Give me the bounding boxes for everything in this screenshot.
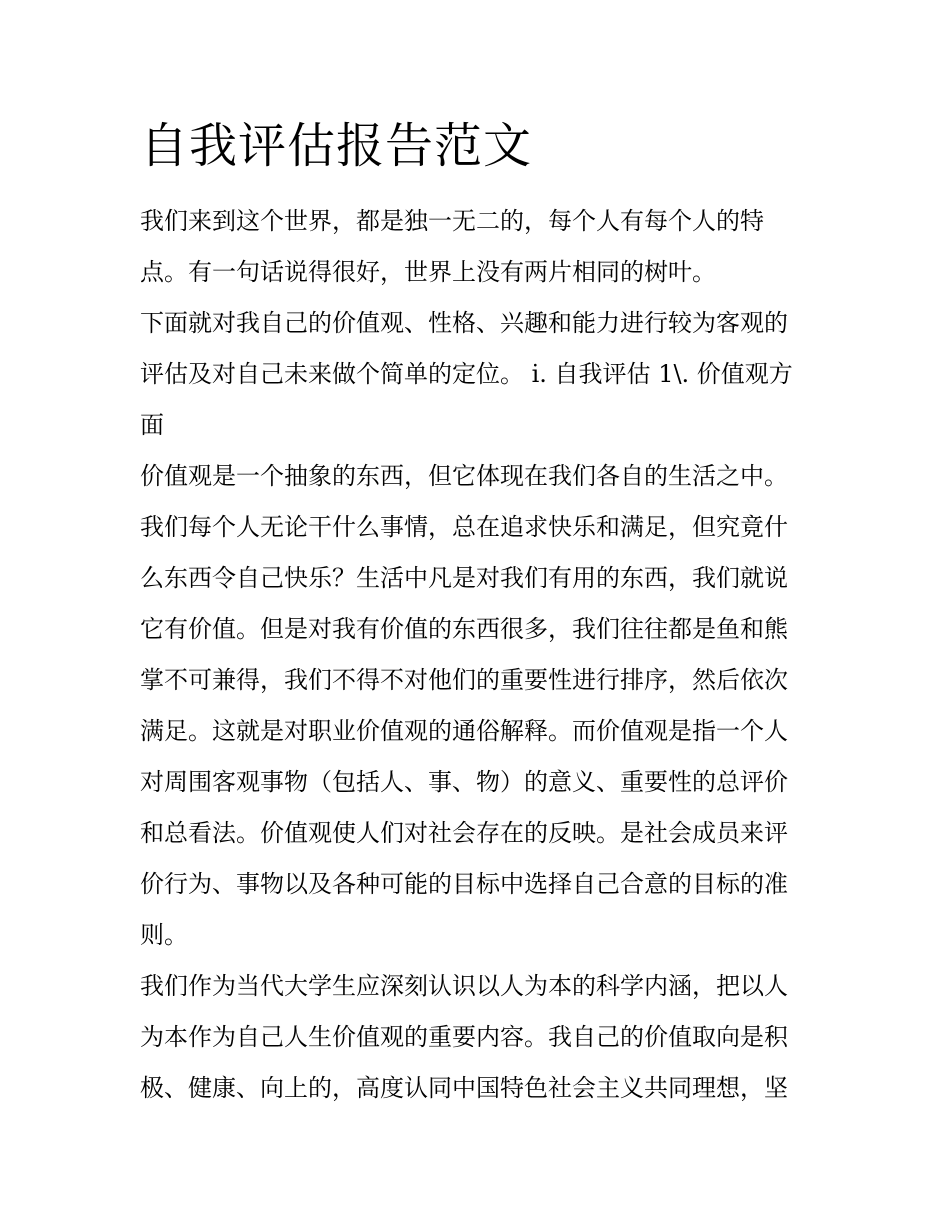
document-body <box>140 110 820 1114</box>
text-line: 评估及对自己未来做个简单的定位。 i. 自我评估 1\. 价值观方 <box>140 360 793 388</box>
text-line: 我们每个人无论干什么事情，总在追求快乐和满足，但究竟什 <box>140 513 788 541</box>
paragraph-intro <box>140 196 820 298</box>
text-line: 面 <box>140 411 164 439</box>
text-line: 价行为、事物以及各种可能的目标中选择自己合意的目标的准 <box>140 870 788 898</box>
text-line: 么东西令自己快乐？生活中凡是对我们有用的东西，我们就说 <box>140 564 788 592</box>
paragraph-values <box>140 451 820 961</box>
paragraph-overview <box>140 298 820 451</box>
text-line: 对周围客观事物（包括人、事、物）的意义、重要性的总评价 <box>140 768 788 796</box>
text-line: 为本作为自己人生价值观的重要内容。我自己的价值取向是积 <box>140 1023 788 1051</box>
text-line: 掌不可兼得，我们不得不对他们的重要性进行排序，然后依次 <box>140 666 788 694</box>
text-line: 我们来到这个世界，都是独一无二的，每个人有每个人的特 <box>140 207 764 235</box>
text-line: 点。有一句话说得很好，世界上没有两片相同的树叶。 <box>140 258 716 286</box>
text-line: 和总看法。价值观使人们对社会存在的反映。是社会成员来评 <box>140 819 788 847</box>
document-title: 自我评估报告范文 <box>140 118 533 174</box>
text-line: 则。 <box>140 921 188 949</box>
paragraph-student-values <box>140 961 820 1114</box>
text-line: 我们作为当代大学生应深刻认识以人为本的科学内涵，把以人 <box>140 972 788 1000</box>
text-line: 满足。这就是对职业价值观的通俗解释。而价值观是指一个人 <box>140 717 788 745</box>
text-line: 价值观是一个抽象的东西，但它体现在我们各自的生活之中。 <box>140 462 788 490</box>
text-line: 它有价值。但是对我有价值的东西很多，我们往往都是鱼和熊 <box>140 615 788 643</box>
text-line: 极、健康、向上的，高度认同中国特色社会主义共同理想，坚 <box>140 1074 788 1102</box>
text-line: 下面就对我自己的价值观、性格、兴趣和能力进行较为客观的 <box>140 309 788 337</box>
